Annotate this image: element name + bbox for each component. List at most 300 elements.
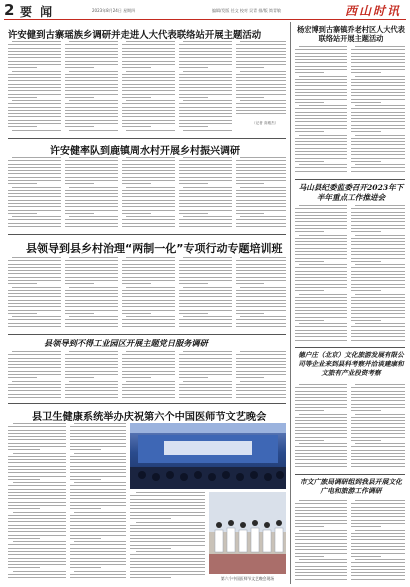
text-line	[351, 125, 405, 126]
text-line	[351, 248, 405, 249]
text-line	[295, 575, 347, 576]
text-line	[122, 126, 151, 127]
text-line	[295, 446, 347, 447]
text-line	[70, 551, 126, 552]
text-line	[70, 485, 126, 486]
text-line	[65, 110, 118, 111]
text-line	[351, 303, 405, 304]
text-line	[74, 571, 126, 572]
text-line	[8, 558, 66, 559]
text-line	[8, 436, 66, 437]
text-line	[122, 94, 175, 95]
text-line	[351, 437, 405, 438]
text-line	[236, 223, 286, 224]
text-line	[295, 417, 347, 418]
text-line	[351, 330, 405, 331]
text-line	[236, 167, 286, 168]
text-line	[179, 57, 232, 58]
text-line	[351, 420, 405, 421]
text-line	[8, 577, 66, 578]
text-line	[295, 533, 347, 534]
text-line	[130, 528, 205, 529]
text-line	[122, 326, 175, 327]
text-line	[355, 205, 405, 206]
text-line	[8, 190, 61, 191]
text-line	[65, 306, 118, 307]
text-line	[179, 367, 232, 368]
text-line	[70, 439, 126, 440]
text-line	[351, 459, 405, 460]
text-line	[122, 123, 175, 124]
text-line	[351, 118, 405, 119]
text-line	[12, 41, 61, 42]
text-line	[351, 507, 405, 508]
article-headline: 德户庄（北京）文化旅游发展有限公司等企业来到县科考察并洽谈建康和文旅有产业投资考察	[298, 351, 404, 377]
text-line	[65, 94, 118, 95]
text-line	[65, 77, 118, 78]
text-line	[130, 502, 205, 503]
text-line	[12, 187, 61, 188]
text-line	[65, 371, 118, 372]
text-line	[122, 397, 175, 398]
text-line	[122, 206, 175, 207]
text-line	[295, 510, 347, 511]
article-body	[179, 41, 232, 136]
text-line	[295, 280, 347, 281]
text-line	[355, 264, 405, 265]
text-line	[351, 569, 405, 570]
text-line	[8, 280, 61, 281]
text-line	[70, 489, 126, 490]
text-line	[122, 390, 175, 391]
text-line	[179, 164, 232, 165]
text-line	[8, 456, 66, 457]
text-line	[12, 316, 61, 317]
article-body	[236, 257, 286, 331]
text-line	[236, 270, 286, 271]
text-line	[179, 80, 232, 81]
article-body	[351, 384, 405, 472]
text-line	[65, 361, 118, 362]
text-line	[351, 407, 405, 408]
editor-info: 编辑/发版 任文 校对 吴青 排/版 简青敏	[212, 8, 282, 13]
text-line	[179, 326, 232, 327]
text-line	[179, 374, 232, 375]
text-line	[65, 167, 118, 168]
text-line	[65, 374, 118, 375]
text-line	[8, 170, 61, 171]
text-line	[183, 71, 232, 72]
text-line	[8, 296, 61, 297]
text-line	[236, 200, 286, 201]
text-line	[70, 554, 126, 555]
text-line	[122, 67, 151, 68]
text-line	[351, 450, 405, 451]
text-line	[236, 180, 286, 181]
text-line	[8, 277, 61, 278]
text-line	[351, 463, 405, 464]
text-line	[183, 316, 232, 317]
text-line	[236, 170, 286, 171]
text-line	[295, 536, 347, 537]
text-line	[351, 566, 405, 567]
text-line	[8, 206, 61, 207]
text-line	[351, 287, 405, 288]
text-line	[295, 320, 324, 321]
text-line	[351, 456, 405, 457]
text-line	[122, 113, 175, 114]
text-line	[8, 479, 40, 480]
text-line	[179, 120, 232, 121]
text-line	[70, 462, 126, 463]
text-line	[295, 333, 347, 334]
text-line	[351, 212, 405, 213]
text-line	[122, 226, 175, 227]
text-line	[351, 417, 405, 418]
text-line	[351, 89, 405, 90]
text-line	[351, 333, 405, 334]
text-line	[179, 303, 232, 304]
text-line	[295, 513, 347, 514]
text-line	[299, 235, 347, 236]
text-line	[179, 173, 232, 174]
text-line	[355, 105, 405, 106]
text-line	[351, 244, 405, 245]
text-line	[236, 193, 286, 194]
text-line	[8, 319, 61, 320]
text-line	[295, 171, 347, 172]
text-line	[355, 76, 405, 77]
text-line	[295, 141, 347, 142]
text-line	[122, 48, 175, 49]
text-line	[70, 502, 126, 503]
text-line	[8, 449, 40, 450]
text-line	[295, 66, 347, 67]
text-line	[8, 77, 61, 78]
text-line	[240, 71, 286, 72]
text-line	[236, 290, 286, 291]
text-line	[8, 267, 61, 268]
text-line	[8, 354, 61, 355]
article-headline: 马山县纪委监委召开2023年下半年重点工作推进会	[298, 183, 404, 202]
text-line	[70, 426, 126, 427]
text-line	[295, 340, 347, 341]
text-line	[8, 300, 61, 301]
text-line	[351, 99, 405, 100]
text-line	[65, 44, 118, 45]
text-line	[179, 267, 232, 268]
text-line	[351, 85, 405, 86]
text-line	[65, 173, 118, 174]
text-line	[351, 115, 405, 116]
text-line	[236, 213, 264, 214]
text-line	[295, 516, 347, 517]
text-line	[8, 87, 61, 88]
text-line	[65, 84, 118, 85]
text-line	[8, 567, 40, 568]
text-line	[122, 319, 175, 320]
text-line	[122, 303, 175, 304]
text-line	[122, 64, 175, 65]
text-line	[130, 525, 205, 526]
text-line	[179, 54, 232, 55]
text-line	[295, 53, 347, 54]
text-line	[236, 84, 286, 85]
text-line	[130, 499, 205, 500]
text-line	[179, 223, 232, 224]
text-line	[130, 545, 205, 546]
text-line	[74, 512, 126, 513]
text-line	[240, 216, 286, 217]
text-line	[122, 280, 175, 281]
divider	[295, 474, 405, 475]
text-line	[351, 53, 405, 54]
text-line	[122, 160, 175, 161]
text-line	[295, 258, 347, 259]
text-line	[65, 193, 118, 194]
text-line	[179, 203, 232, 204]
text-line	[351, 138, 405, 139]
text-line	[70, 495, 126, 496]
text-line	[351, 228, 405, 229]
text-line	[8, 283, 37, 284]
text-line	[122, 173, 175, 174]
text-line	[351, 516, 405, 517]
text-line	[70, 574, 126, 575]
text-line	[8, 213, 37, 214]
text-line	[299, 414, 347, 415]
text-line	[295, 212, 347, 213]
text-line	[8, 90, 61, 91]
text-line	[65, 223, 118, 224]
article-body	[70, 423, 126, 583]
text-line	[236, 371, 286, 372]
text-line	[179, 390, 232, 391]
text-line	[65, 126, 94, 127]
text-line	[179, 264, 232, 265]
text-line	[65, 277, 118, 278]
text-line	[70, 577, 126, 578]
text-line	[8, 377, 37, 378]
text-line	[295, 330, 347, 331]
text-line	[70, 476, 126, 477]
text-line	[236, 64, 286, 65]
article-body	[179, 257, 232, 331]
text-line	[295, 407, 347, 408]
text-line	[65, 107, 118, 108]
text-line	[122, 384, 175, 385]
text-line	[179, 260, 232, 261]
text-line	[8, 462, 66, 463]
text-line	[8, 303, 61, 304]
issue-date: 2023年8月24日 星期四	[92, 8, 136, 13]
text-line	[8, 485, 66, 486]
text-line	[240, 41, 286, 42]
text-line	[122, 323, 175, 324]
divider	[295, 179, 405, 180]
text-line	[355, 164, 405, 165]
text-line	[299, 443, 347, 444]
article-body	[65, 257, 118, 331]
text-line	[8, 123, 61, 124]
text-line	[351, 66, 405, 67]
text-line	[355, 559, 405, 560]
text-line	[8, 367, 61, 368]
text-line	[351, 513, 405, 514]
text-line	[130, 535, 205, 536]
text-line	[299, 105, 347, 106]
text-line	[236, 310, 286, 311]
text-line	[8, 84, 61, 85]
text-line	[130, 554, 205, 555]
article-body	[8, 423, 66, 583]
text-line	[295, 215, 347, 216]
text-line	[295, 310, 347, 311]
text-line	[65, 180, 118, 181]
text-line	[295, 313, 347, 314]
text-line	[69, 287, 118, 288]
text-line	[295, 79, 347, 80]
text-line	[122, 367, 175, 368]
text-line	[65, 367, 118, 368]
text-line	[236, 293, 286, 294]
text-line	[122, 313, 151, 314]
text-line	[65, 97, 94, 98]
text-line	[8, 358, 61, 359]
text-line	[8, 210, 61, 211]
text-line	[65, 51, 118, 52]
text-line	[65, 377, 94, 378]
text-line	[295, 427, 347, 428]
article-headline: 县卫生健康系统举办庆祝第六个中国医师节文艺晚会	[32, 412, 267, 423]
text-line	[295, 248, 347, 249]
text-line	[351, 290, 381, 291]
text-line	[8, 469, 66, 470]
text-line	[8, 574, 66, 575]
text-line	[295, 112, 347, 113]
text-line	[351, 218, 405, 219]
text-line	[69, 257, 118, 258]
text-line	[295, 271, 347, 272]
text-line	[295, 307, 347, 308]
text-line	[236, 364, 286, 365]
text-line	[122, 264, 175, 265]
text-line	[295, 221, 347, 222]
text-line	[236, 110, 286, 111]
text-line	[69, 351, 118, 352]
text-line	[8, 54, 61, 55]
text-line	[240, 100, 286, 101]
text-line	[351, 410, 381, 411]
text-line	[295, 539, 347, 540]
text-line	[74, 541, 126, 542]
text-line	[295, 526, 324, 527]
text-line	[236, 367, 286, 368]
text-line	[122, 196, 175, 197]
text-line	[351, 95, 405, 96]
text-line	[183, 381, 232, 382]
text-line	[236, 280, 286, 281]
text-line	[126, 130, 175, 131]
text-line	[122, 290, 175, 291]
text-line	[295, 433, 347, 434]
text-line	[12, 157, 61, 158]
text-line	[65, 313, 94, 314]
divider	[295, 347, 405, 348]
text-line	[351, 553, 405, 554]
text-line	[12, 100, 61, 101]
text-line	[295, 231, 324, 232]
divider	[8, 334, 286, 335]
text-line	[236, 306, 286, 307]
text-line	[183, 41, 232, 42]
text-line	[8, 103, 61, 104]
text-line	[122, 310, 175, 311]
text-line	[351, 440, 381, 441]
text-line	[122, 270, 175, 271]
text-line	[8, 164, 61, 165]
text-line	[179, 310, 232, 311]
text-line	[126, 287, 175, 288]
text-line	[179, 300, 232, 301]
text-line	[295, 277, 347, 278]
text-line	[351, 340, 405, 341]
text-line	[295, 261, 324, 262]
text-line	[351, 277, 405, 278]
text-line	[136, 492, 205, 493]
text-line	[351, 297, 405, 298]
text-line	[295, 274, 347, 275]
text-line	[295, 148, 347, 149]
text-line	[179, 103, 232, 104]
text-line	[8, 364, 61, 365]
text-line	[295, 49, 347, 50]
text-line	[8, 306, 61, 307]
text-line	[351, 271, 405, 272]
text-line	[295, 92, 347, 93]
text-line	[295, 579, 347, 580]
text-line	[122, 44, 175, 45]
text-line	[351, 423, 405, 424]
text-line	[179, 377, 208, 378]
text-line	[8, 94, 61, 95]
text-line	[65, 293, 118, 294]
text-line	[179, 84, 232, 85]
text-line	[295, 453, 347, 454]
text-line	[65, 290, 118, 291]
text-line	[295, 326, 347, 327]
text-line	[179, 361, 232, 362]
text-line	[122, 203, 175, 204]
text-line	[179, 364, 232, 365]
text-line	[295, 440, 324, 441]
text-line	[130, 571, 205, 572]
text-line	[351, 556, 381, 557]
text-line	[295, 69, 347, 70]
text-line	[8, 67, 37, 68]
article-body	[236, 157, 286, 232]
text-line	[65, 206, 118, 207]
text-line	[130, 531, 205, 532]
text-line	[8, 200, 61, 201]
text-line	[236, 323, 286, 324]
text-line	[122, 260, 175, 261]
text-line	[179, 319, 232, 320]
text-line	[8, 48, 61, 49]
text-line	[351, 102, 381, 103]
text-line	[236, 313, 264, 314]
text-line	[295, 300, 347, 301]
